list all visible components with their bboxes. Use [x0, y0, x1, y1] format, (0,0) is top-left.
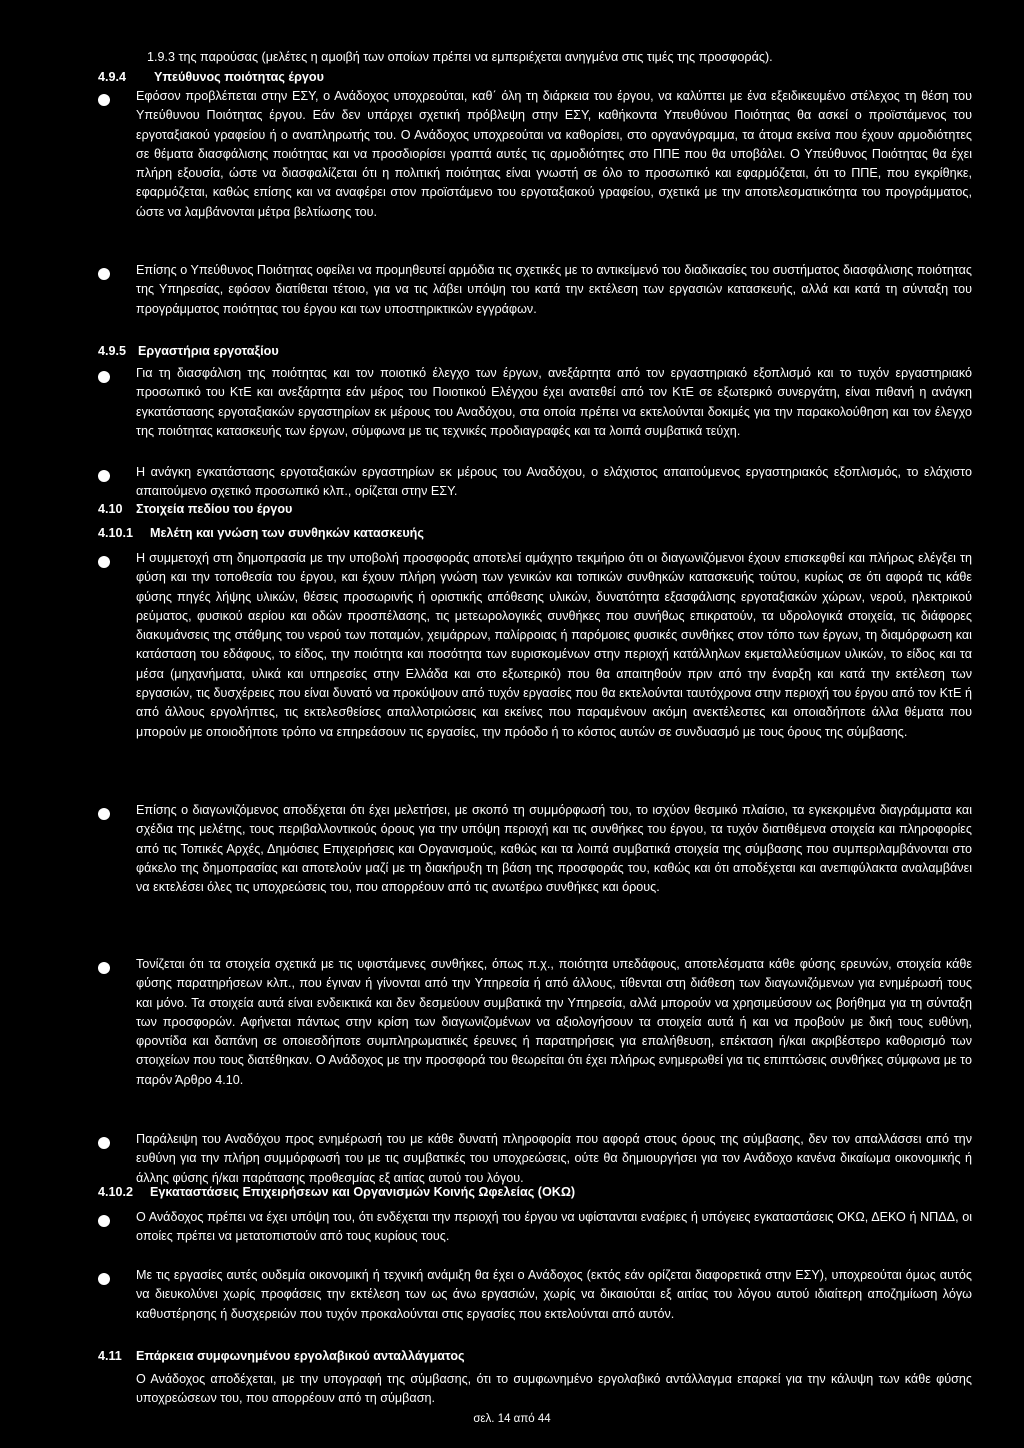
section-number: 4.10.1	[98, 526, 134, 540]
paragraph-site-conditions: Η συμμετοχή στη δημοπρασία με την υποβολή προσφοράς αποτελεί αμάχητο τεκμήριο ότι οι διαγωνιζόμενοι έχουν επισκεφθεί και πλήρως ελέγξει τη φύση και την τοποθεσία του έργου, και έχουν πλήρη γνώση των γενικών και τοπικών συνθηκών κατασκευής τούτου, κυρίως σε ότι αφορά τις κάθε φύσης πηγές λήψης υλικών, θέσεις προσωρινής ή οριστικής απόθεσης υλικών, δυνατότητα εξασφάλισης εργοταξιακών χώρων, νερού, ηλεκτρικού ρεύματος, φυσικού αερίου και οδών προσπέλασης, τις μετεωρολογικές συνθήκες που συνήθως επικρατούν, τα υδρολογικά στοιχεία, τις διάφορες διακυμάνσεις της στάθμης του νερού των ποταμών, χειμάρρων, παλίρροιας ή παρόμοιες φυσικές συνθήκες στον τόπο των έργων, τη διαμόρφωση και κατάσταση του εδάφους, το είδος, την ποιότητα και ποσότητα των ευρισκομένων στην περιοχή κατάλληλων εκμεταλλεύσιμων υλικών, το είδος και τα μέσα (μηχανήματα, υλικά και υπηρεσίες στην Ελλάδα και στο εξωτερικό) που θα απαιτηθούν πριν από την έναρξη και κατά την εκτέλεση των εργασιών, τις δυσχέρειες που είναι δυνατό να προκύψουν από τυχόν εργασίες που θα εκτελούνται ταυτόχρονα στην περιοχή του έργου από τον ΚτΕ ή από άλλους εργολήπτες, τις εκτελεσθείσες απαλλοτριώσεις και εκείνες που παραμένουν ακόμη ανεκτέλεστες και οποιαδήποτε άλλα θέματα που μπορούν με οποιοδήποτε τρόπο να επηρεάσουν τις εργασίες, την πρόοδο ή το κόστος αυτών σε συνδυασμό με τους όρους της σύμβασης.	[136, 551, 972, 739]
paragraph-contract-price: Ο Ανάδοχος αποδέχεται, με την υπογραφή της σύμβασης, ότι το συμφωνημένο εργολαβικό αντάλλαγμα επαρκεί για την κάλυψη των κάθε φύσης υποχρεώσεων του, που απορρέουν από τη σύμβαση.	[136, 1372, 972, 1406]
bullet-icon	[98, 94, 110, 106]
bullet-icon	[98, 1137, 110, 1149]
paragraph-contractor-omission: Παράλειψη του Αναδόχου προς ενημέρωσή του με κάθε δυνατή πληροφορία που αφορά στους όρους της σύμβασης, δεν τον απαλλάσσει από την ευθύνη για την πλήρη συμμόρφωσή του με τις συμβατικές του υποχρεώσεις, ούτε θα δημιουργήσει για τον Ανάδοχο κανένα δικαίωμα οικονομικής ή άλλης φύσης ή/και παράτασης προθεσμίας εξ αιτίας αυτού του λόγου.	[136, 1132, 972, 1185]
bullet-icon	[98, 808, 110, 820]
section-title: Εγκαταστάσεις Επιχειρήσεων και Οργανισμών Κοινής Ωφελείας (ΟΚΩ)	[150, 1185, 576, 1199]
paragraph-bidder-acceptance: Επίσης ο διαγωνιζόμενος αποδέχεται ότι έχει μελετήσει, με σκοπό τη συμμόρφωσή του, το ισχύον θεσμικό πλαίσιο, τα εγκεκριμένα διαγράμματα και σχέδια της μελέτης, τους περιβαλλοντικούς όρους για την υπόψη περιοχή και τις συνθήκες του έργου, τα τυχόν διατιθέμενα στοιχεία και πληροφορίες από τις Τοπικές Αρχές, Δημόσιες Επιχειρήσεις και Οργανισμούς, καθώς και τα λοιπά συμβατικά στοιχεία της σύμβασης που συμπεριλαμβάνονται στο φάκελο της δημοπρασίας και αποτελούν μαζί με τη διακήρυξη τη βάση της προσφοράς του, καθώς και ότι αποδέχεται και ανεπιφύλακτα αναλαμβάνει να εκτελέσει όλες τις υποχρεώσεις του, που απορρέουν από τις ανωτέρω συνθήκες και όρους.	[136, 803, 972, 895]
section-heading-4-9-4	[98, 68, 324, 87]
paragraph-site-labs: Για τη διασφάλιση της ποιότητας και τον ποιοτικό έλεγχο των έργων, ανεξάρτητα από τον εργαστηριακό εξοπλισμό και το τυχόν εργαστηριακό προσωπικό του ΚτΕ και ανεξάρτητα εάν μέρος του Ποιοτικού Ελέγχου έχει ανατεθεί από τον ΚτΕ σε εξωτερικό συνεργάτη, είναι πιθανή η ανάγκη εγκατάστασης εργοταξιακών εργαστηρίων εκ μέρους του Αναδόχου, στα οποία πρέπει να εκτελούνται δοκιμές για την παρακολούθηση και τον έλεγχο της ποιότητας κατασκευής των έργων, σύμφωνα με τις τεχνικές προδιαγραφές και τα λοιπά συμβατικά τεύχη.	[136, 366, 972, 438]
paragraph-existing-data: Τονίζεται ότι τα στοιχεία σχετικά με τις υφιστάμενες συνθήκες, όπως π.χ., ποιότητα υπεδάφους, αποτελέσματα κάθε φύσης ερευνών, στοιχεία κάθε φύσης παρατηρήσεων κλπ., που έγιναν ή γίνονται από την Υπηρεσία ή από άλλους, τίθενται στη διάθεση των διαγωνιζόμενων για ενημέρωσή τους και μόνο. Τα στοιχεία αυτά είναι ενδεικτικά και δεν δεσμεύουν συμβατικά την Υπηρεσία, αλλά μπορούν να χρησιμεύσουν ως βοήθημα για τη σύνταξη των προσφορών. Αφήνεται πάντως στην κρίση των διαγωνιζομένων να αξιολογήσουν τα στοιχεία αυτά ή και να προβούν με δική τους ευθύνη, φροντίδα και δαπάνη σε οποιεσδήποτε συμπληρωματικές έρευνες ή παρατηρήσεις για επαλήθευση, επέκταση ή/και ακριβέστερο καθορισμό των στοιχείων που τους διατέθηκαν. Ο Ανάδοχος με την προσφορά του θεωρείται ότι έχει πλήρως ενημερωθεί για τις επιπτώσεις συνθήκες σύμφωνα με το παρόν Άρθρο 4.10.	[136, 957, 972, 1087]
section-number: 4.9.5	[98, 344, 127, 358]
bullet-icon	[98, 1215, 110, 1227]
bullet-icon	[98, 470, 110, 482]
section-heading-4-10-2	[98, 1183, 575, 1202]
section-heading-4-9-5	[98, 342, 279, 361]
section-title: Στοιχεία πεδίου του έργου	[136, 502, 293, 516]
section-number: 4.9.4	[98, 70, 127, 84]
bullet-icon	[98, 962, 110, 974]
section-heading-4-11	[98, 1347, 465, 1366]
bullet-icon	[98, 268, 110, 280]
paragraph-quality-manager: Εφόσον προβλέπεται στην ΕΣΥ, ο Ανάδοχος υποχρεούται, καθ΄ όλη τη διάρκεια του έργου, να καλύπτει με ένα εξειδικευμένο στέλεχος τη θέση του Υπεύθυνου Ποιότητας έργου. Εάν δεν υπάρχει σχετική πρόβλεψη στην ΕΣΥ, καθήκοντα Υπευθύνου Ποιότητας θα ασκεί ο προϊστάμενος του εργοταξιακού γραφείου ή ο αναπληρωτής του. Ο Ανάδοχος υποχρεούται να καθορίσει, στο οργανόγραμμα, τα άτομα εκείνα που έχουν αρμοδιότητες σε θέματα διασφάλισης ποιότητας και να προσδιορίσει γραπτά αυτές τις αρμοδιότητες στο ΠΠΕ που θα υποβάλει. Ο Υπεύθυνος Ποιότητας θα έχει πλήρη εξουσία, ώστε να διασφαλίζεται ότι η πολιτική ποιότητας είναι γνωστή σε όλο το προσωπικό και εφαρμόζεται, ότι το ΠΠΕ, που εγκρίθηκε, εφαρμόζεται, καθώς επίσης και να αναφέρει στον προϊστάμενο του εργοταξιακού γραφείου, σχετικά με την αποτελεσματικότητα του προγράμματος, ώστε να λαμβάνονται μέτρα βελτίωσης του.	[136, 89, 972, 219]
paragraph-quality-procedures: Επίσης ο Υπεύθυνος Ποιότητας οφείλει να προμηθευτεί αρμόδια τις σχετικές με το αντικείμενό του διαδικασίες του συστήματος διασφάλισης ποιότητας της Υπηρεσίας, εφόσον διατίθεται τέτοιο, για να τις λάβει υπόψη του κατά την εκτέλεση των εργασιών κατασκευής, αλλά και κατά τη σύνταξη του προγράμματος ποιότητας του έργου και των υποστηρικτικών εγγράφων.	[136, 263, 972, 316]
section-title: Υπεύθυνος ποιότητας έργου	[154, 70, 324, 84]
paragraph-utility-works: Με τις εργασίες αυτές ουδεμία οικονομική ή τεχνική ανάμιξη θα έχει ο Ανάδοχος (εκτός εάν ορίζεται διαφορετικά στην ΕΣΥ), υποχρεούται όμως αυτός να διευκολύνει χωρίς προφάσεις την εκτέλεση των ως άνω εργασιών, χωρίς να δικαιούται εξ αιτίας του λόγου αυτού ιδιαίτερη αποζημίωση λόγω καθυστέρησης ή δυσχερειών που τυχόν προκαλούνται στις εργασίες που εκτελούνται από αυτόν.	[136, 1268, 972, 1321]
section-number: 4.11	[98, 1349, 122, 1363]
paragraph-utilities: Ο Ανάδοχος πρέπει να έχει υπόψη του, ότι ενδέχεται την περιοχή του έργου να υφίστανται εναέριες ή υπόγειες εγκαταστάσεις ΟΚΩ, ΔΕΚΟ ή ΝΠΔΔ, οι οποίες πρέπει να μετατοπιστούν από τους κυρίους τους.	[136, 1210, 972, 1244]
bullet-icon	[98, 556, 110, 568]
section-title: Επάρκεια συμφωνημένου εργολαβικού ανταλλάγματος	[136, 1349, 465, 1363]
continued-line: 1.9.3 της παρούσας (μελέτες η αμοιβή των οποίων πρέπει να εμπεριέχεται ανηγμένα στις τιμές της προσφοράς).	[147, 50, 773, 64]
section-number: 4.10	[98, 502, 123, 516]
bullet-icon	[98, 1273, 110, 1285]
section-heading-4-10-1	[98, 524, 424, 543]
section-heading-4-10	[98, 500, 292, 519]
section-title: Εργαστήρια εργοταξίου	[138, 344, 279, 358]
section-title: Μελέτη και γνώση των συνθηκών κατασκευής	[150, 526, 424, 540]
page-number: σελ. 14 από 44	[473, 1413, 551, 1425]
bullet-icon	[98, 371, 110, 383]
section-number: 4.10.2	[98, 1185, 134, 1199]
paragraph-lab-requirements: Η ανάγκη εγκατάστασης εργοταξιακών εργαστηρίων εκ μέρους του Αναδόχου, ο ελάχιστος απαιτούμενος εργαστηριακός εξοπλισμός, το ελάχιστο απαιτούμενο σχετικό προσωπικό κλπ., ορίζεται στην ΕΣΥ.	[136, 465, 972, 499]
